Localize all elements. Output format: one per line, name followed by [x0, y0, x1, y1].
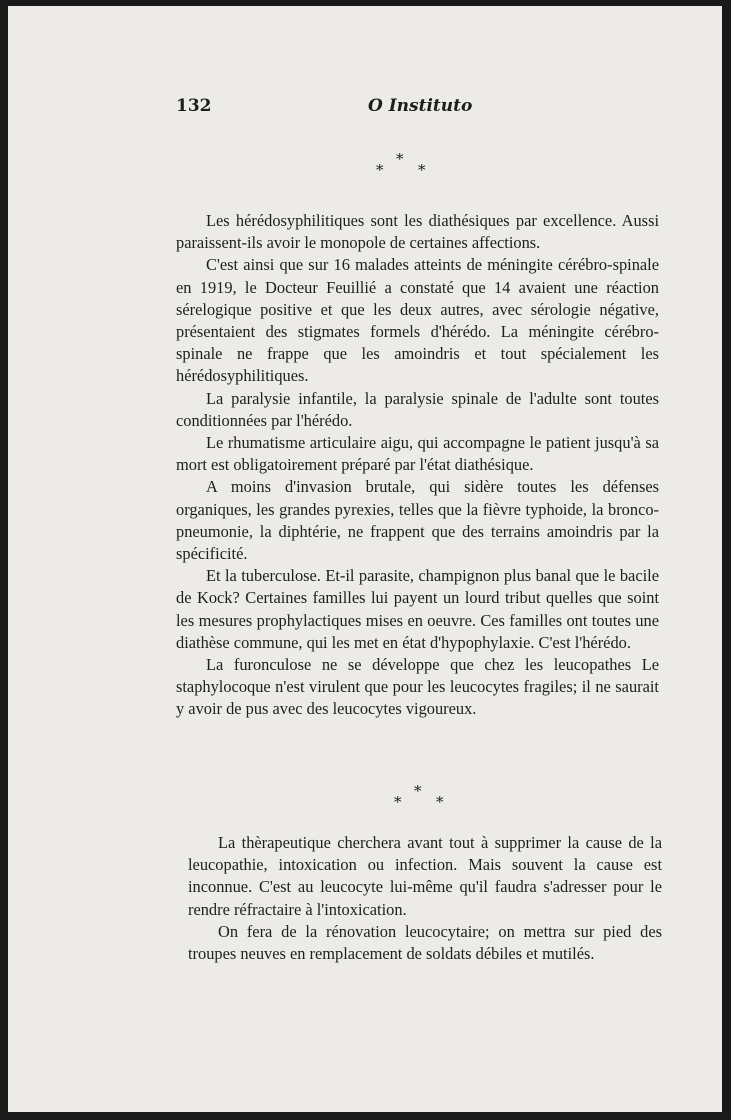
text-section-1 [176, 210, 659, 721]
paragraph: Et la tuberculose. Et-il parasite, champignon plus banal que le bacile de Kock? Certaines familles lui payent un lourd tribut quelles que soint les mesures prophylactiques mises en oeuvre. Ces familles ont toutes une diathèse commune, qui les met en état d'hypophylaxie. C'est l'hérédo. [176, 566, 659, 652]
asterisk: * [376, 161, 384, 179]
paragraph: On fera de la rénovation leucocytaire; on mettra sur pied des troupes neuves en remplacement de soldats débiles et mutilés. [188, 921, 662, 964]
section-separator-bottom [384, 782, 464, 814]
asterisk: * [418, 161, 426, 179]
text-section-2 [188, 832, 662, 965]
asterisk: * [396, 150, 404, 168]
paragraph: Le rhumatisme articulaire aigu, qui accompagne le patient jusqu'à sa mort est obligatoirement préparé par l'état diathésique. [176, 433, 659, 475]
page-number: 132 [176, 96, 212, 116]
section-separator-top [366, 150, 446, 182]
paragraph: La paralysie infantile, la paralysie spinale de l'adulte sont toutes conditionnées par l'hérédo. [176, 388, 659, 430]
asterisk: * [414, 782, 422, 800]
book-page [8, 6, 722, 1112]
paragraph: La furonculose ne se développe que chez les leucopathes Le staphylocoque n'est virulent que pour les leucocytes fragiles; il ne saurait y avoir de pus avec des leucocytes vigoureux. [176, 655, 659, 719]
page-header [176, 96, 606, 120]
paragraph: La thèrapeutique cherchera avant tout à supprimer la cause de la leucopathie, intoxication ou infection. Mais souvent la cause est inconnue. C'est au leucocyte lui-même qu'il faudra s'adresser pour le rendre réfractaire à l'intoxication. [188, 833, 662, 919]
running-title: O Instituto [368, 96, 473, 116]
asterisk: * [436, 793, 444, 811]
asterisk: * [394, 793, 402, 811]
paragraph: C'est ainsi que sur 16 malades atteints de méningite cérébro-spinale en 1919, le Docteur Feuillié a constaté que 14 avaient une réaction sérelogique positive et que les deux autres, avec sérologie négative, présentaient des stigmates formels d'hérédo. La méningite cérébro-spinale ne frappe que les amoindris et tout spécialement les hérédosyphilitiques. [176, 255, 659, 386]
paragraph: Les hérédosyphilitiques sont les diathésiques par excellence. Aussi paraissent-ils avoir le monopole de certaines affections. [176, 211, 659, 253]
paragraph: A moins d'invasion brutale, qui sidère toutes les défenses organiques, les grandes pyrexies, telles que la fièvre typhoide, la bronco-pneumonie, la diphtérie, ne frappent que des terrains amoindris par la spécificité. [176, 477, 659, 564]
